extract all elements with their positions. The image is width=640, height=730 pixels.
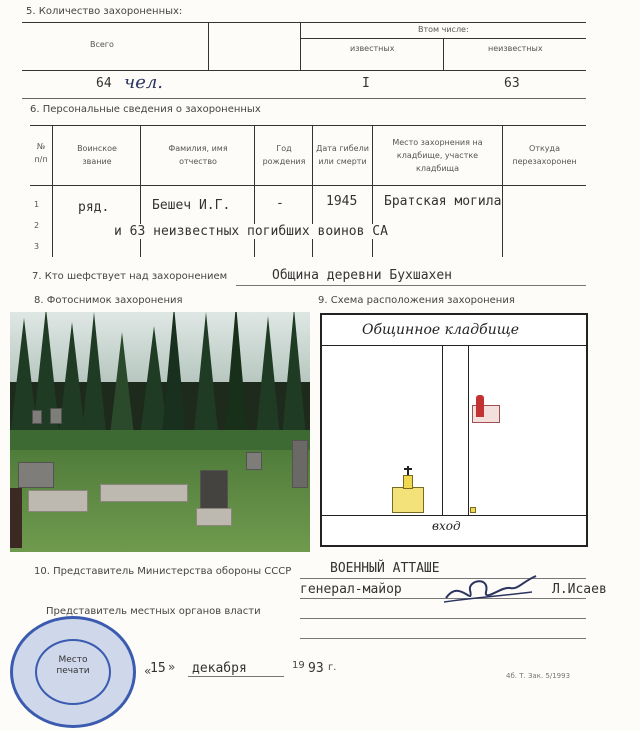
section8-label: 8. Фотоснимок захоронения bbox=[34, 295, 183, 306]
row1-death: 1945 bbox=[326, 194, 358, 209]
row-num-2: 2 bbox=[34, 221, 40, 230]
known-count: I bbox=[362, 76, 370, 91]
row1-place: Братская могила bbox=[384, 194, 502, 209]
col-total-header: Всего bbox=[90, 40, 114, 49]
col-unknown-header: неизвестных bbox=[488, 44, 543, 53]
official-stamp bbox=[10, 616, 136, 728]
row-num-1: 1 bbox=[34, 200, 40, 209]
date-year-prefix: 19 bbox=[292, 660, 305, 671]
section5-title: 5. Количество захороненных: bbox=[26, 6, 183, 17]
date-month: декабря bbox=[192, 661, 247, 676]
burial-photo bbox=[10, 312, 310, 552]
mass-grave-marker bbox=[392, 487, 424, 513]
header-rank: Воинское звание bbox=[77, 144, 117, 166]
unknown-count: 63 bbox=[504, 76, 520, 91]
attache-line1: ВОЕННЫЙ АТТАШЕ bbox=[330, 561, 440, 576]
cemetery-label: Общинное кладбище bbox=[362, 322, 520, 338]
row1-rank: ряд. bbox=[78, 200, 110, 215]
stamp-center-text: Место печати bbox=[56, 655, 90, 676]
entrance-label: вход bbox=[432, 519, 461, 533]
row1-name: Бешеч И.Г. bbox=[152, 198, 231, 213]
col-including-header: Втом числе: bbox=[418, 25, 469, 34]
date-g: г. bbox=[328, 662, 337, 673]
header-death: Дата гибели или смерти bbox=[316, 144, 369, 166]
attache-line2: генерал-майор bbox=[300, 582, 402, 597]
row-num-3: 3 bbox=[34, 242, 40, 251]
section9-label: 9. Схема расположения захоронения bbox=[318, 295, 515, 306]
local-authority-label: Представитель местных органов власти bbox=[46, 606, 261, 617]
section7-label: 7. Кто шефствует над захоронением bbox=[32, 271, 228, 282]
total-number: 64 bbox=[96, 76, 112, 91]
header-place: Место захорнения на кладбище, участке кладбища bbox=[392, 138, 483, 173]
header-num: № п/п bbox=[34, 142, 48, 164]
row1-birth: - bbox=[276, 196, 284, 211]
row2-note: и 63 неизвестных погибших воинов СА bbox=[114, 224, 388, 239]
date-day: 15 bbox=[150, 661, 166, 676]
date-year-suffix: 93 bbox=[308, 661, 324, 676]
section6-title: 6. Персональные сведения о захороненных bbox=[30, 104, 261, 115]
header-birth: Год рождения bbox=[262, 144, 306, 166]
burial-scheme bbox=[320, 313, 588, 547]
signer-name: Л.Исаев bbox=[552, 582, 607, 597]
patron-value: Община деревни Бухшахен bbox=[272, 268, 453, 283]
section10-label: 10. Представитель Министерства обороны СССР bbox=[34, 566, 292, 577]
header-name: Фамилия, имя отчество bbox=[168, 144, 228, 166]
col-known-header: известных bbox=[350, 44, 395, 53]
footer-code: 4б. Т. Зак. 5/1993 bbox=[506, 672, 571, 680]
total-unit: чел. bbox=[124, 72, 164, 93]
header-origin: Откуда перезахоронен bbox=[512, 144, 577, 166]
signature bbox=[440, 568, 540, 612]
